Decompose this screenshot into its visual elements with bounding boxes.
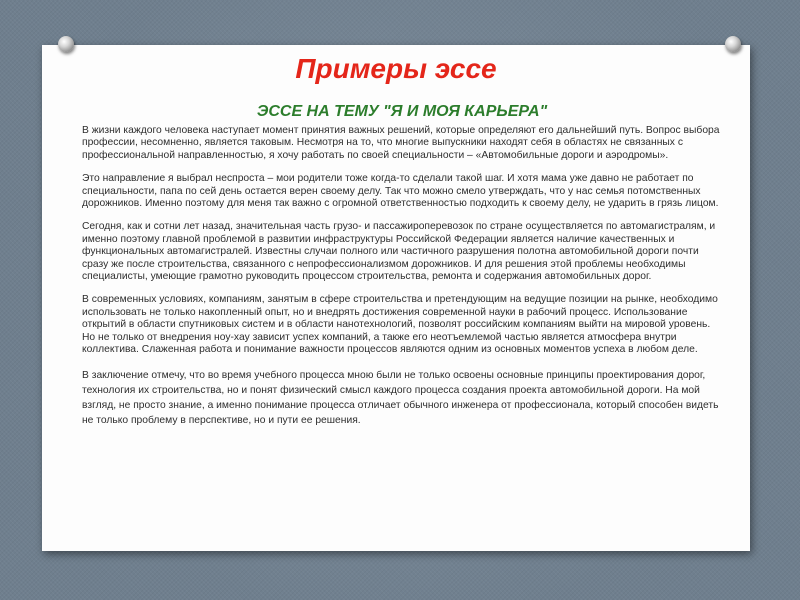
essay-heading: ЭССЕ НА ТЕМУ "Я И МОЯ КАРЬЕРА" (256, 103, 548, 120)
essay-paragraph-4: В современных условиях, компаниям, занятым в сфере строительства и претендующим на ведущие позиции на рынке, необходимо использовать не только накопленный опыт, но и внедрять достижения современной науки в рабочий процесс. Использование открытий в области спутниковых систем и в области нанотехнологий, позволят российским компаниям выйти на мировой уровень. Но не только от внедрения ноу-хау зависит успех компаний, а также его неотъемлемой частью является атмосфера внутри коллектива. Слаженная работа и понимание важности процессов являются одним из основных моментов успеха в любом деле. (82, 294, 718, 356)
essay-paragraph-3: Сегодня, как и сотни лет назад, значительная часть грузо- и пассажироперевозок по стране осуществляется по автомагистралям, и именно поэтому главной проблемой в развитии инфраструктуры Российской Федерации является наличие качественных и функциональных автомагистралей. Известны случаи полного или частичного разрушения полотна автомобильной дороги почти сразу же после строительства, связанного с непрофессионализмом дорожников. И для решения этой проблемы необходимы специалисты, умеющие грамотно руководить процессом строительства, ремонта и содержания автомобильных дорог. (82, 221, 716, 283)
essay-paragraph-2: Это направление я выбрал неспроста – мои родители тоже когда-то сделали такой шаг. И хотя мама уже давно не работает по специальности, папа по сей день остается верен своему делу. Так что можно смело утверждать, что у нас семья потомственных дорожников. Именно поэтому для меня так важно с огромной ответственностью подходить к своему делу, не ударить в грязь лицом. (82, 173, 719, 210)
essay-paragraph-5: В заключение отмечу, что во время учебного процесса мною были не только освоены основные принципы проектирования дорог, технология их строительства, но и понят физический смысл каждого процесса создания проекта автомобильной дороги. На мой взгляд, не просто знание, а именно понимание процесса отличает обычного инженера от профессионала, который способен видеть не только проблему в перспективе, но и пути ее решения. (82, 369, 719, 426)
pushpin-icon-left (58, 36, 74, 52)
slide-title: Примеры эссе (295, 53, 497, 84)
slide (42, 45, 750, 551)
pushpin-icon-right (725, 36, 741, 52)
essay-paragraph-1: В жизни каждого человека наступает момент принятия важных решений, которые определяют его дальнейший путь. Вопрос выбора профессии, несомненно, является таковым. Несмотря на то, что многие выпускники находят себя в областях не связанных с профессиональной направленностью, я хочу работать по своей специальности – «Автомобильные дороги и аэродромы». (82, 125, 720, 161)
essay-body (82, 103, 722, 439)
